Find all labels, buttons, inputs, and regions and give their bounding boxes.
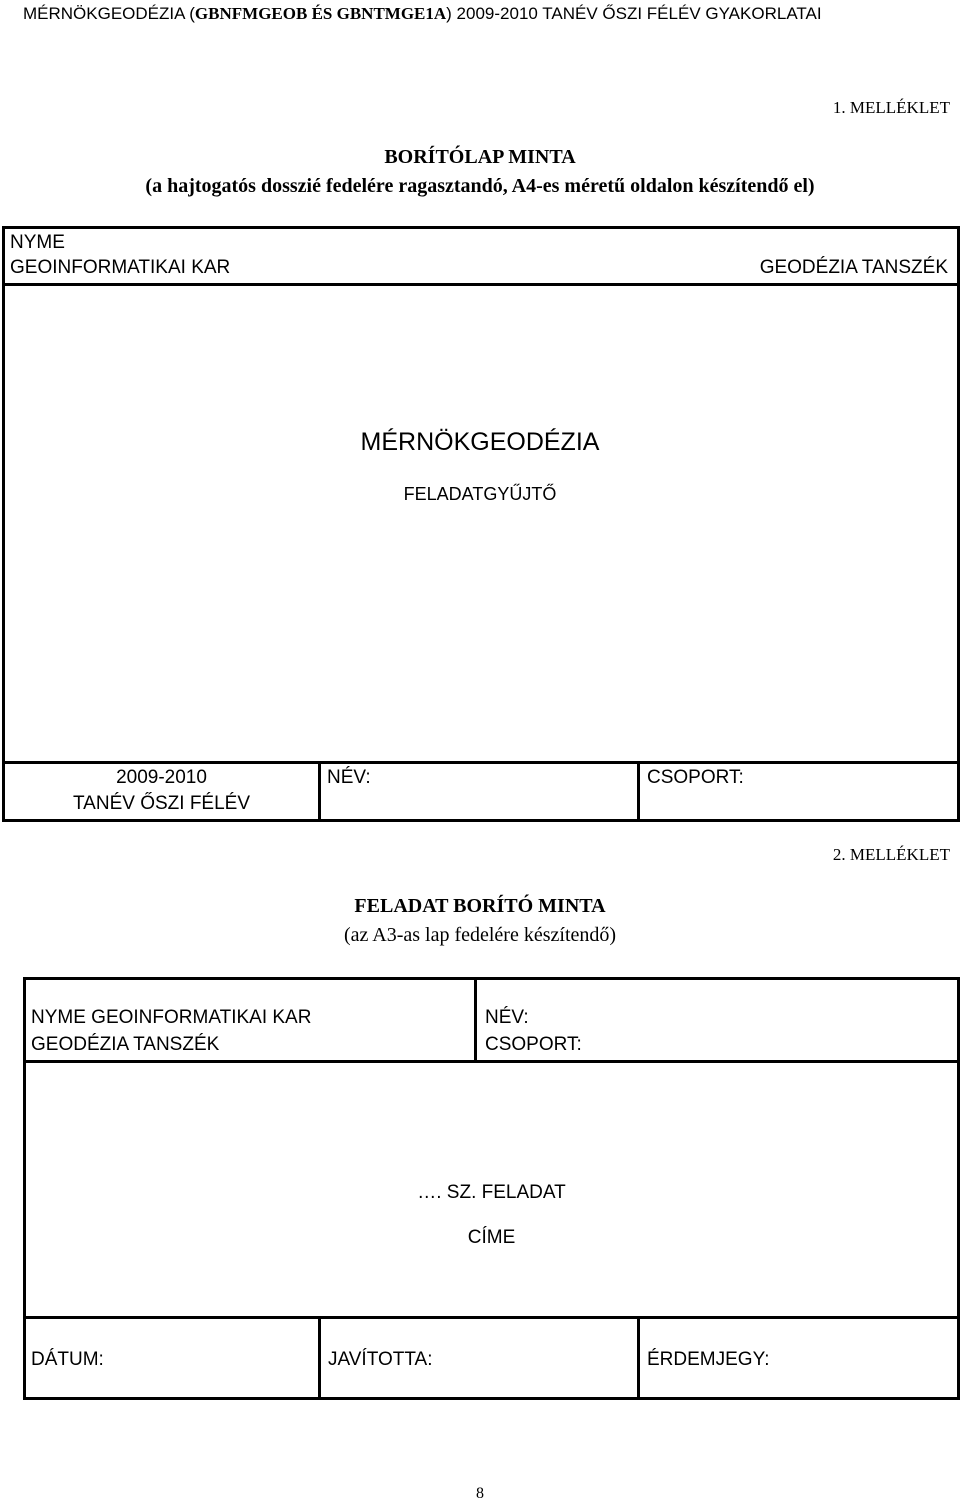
cover-year-line1: 2009-2010 <box>116 767 207 788</box>
task-group-label: CSOPORT: <box>485 1034 582 1055</box>
cover-collection-label: FELADATGYŰJTŐ <box>403 484 557 504</box>
task-department: GEODÉZIA TANSZÉK <box>31 1034 220 1055</box>
task-footer-divider <box>23 1316 960 1319</box>
cover-department: GEODÉZIA TANSZÉK <box>759 257 948 278</box>
annex-1-subtitle: (a hajtogatós dosszié fedelére ragasztandó, A4-es méretű oldalon készítendő el) <box>145 175 815 197</box>
header-suffix: ) 2009-2010 TANÉV ŐSZI FÉLÉV GYAKORLATAI <box>446 4 822 23</box>
cover-page-box <box>2 226 960 822</box>
document-header <box>23 4 822 24</box>
annex-2-subtitle: (az A3-as lap fedelére készítendő) <box>343 924 617 946</box>
task-name-label: NÉV: <box>485 1007 529 1028</box>
cover-footer-divider-2 <box>637 761 640 822</box>
cover-year-line2: TANÉV ŐSZI FÉLÉV <box>72 793 251 814</box>
task-institution: NYME GEOINFORMATIKAI KAR <box>31 1007 312 1028</box>
annex-2-title: FELADAT BORÍTÓ MINTA <box>354 895 606 917</box>
annex-1-title: BORÍTÓLAP MINTA <box>384 146 576 168</box>
cover-footer-divider <box>2 761 960 764</box>
task-date-label: DÁTUM: <box>31 1349 104 1370</box>
cover-group-label: CSOPORT: <box>647 767 744 788</box>
task-grade-label: ÉRDEMJEGY: <box>647 1349 770 1370</box>
task-number: …. SZ. FELADAT <box>417 1182 566 1203</box>
header-course-codes: GBNFMGEOB ÉS GBNTMGE1A <box>194 4 447 23</box>
task-corrected-by-label: JAVÍTOTTA: <box>328 1349 433 1370</box>
cover-institution-line2: GEOINFORMATIKAI KAR <box>10 257 231 278</box>
task-footer-vdivider-1 <box>318 1316 321 1400</box>
annex-2-label: 2. MELLÉKLET <box>832 845 950 864</box>
header-prefix: MÉRNÖKGEODÉZIA ( <box>23 4 195 23</box>
annex-1-label: 1. MELLÉKLET <box>832 98 950 117</box>
cover-footer-divider-1 <box>318 761 321 822</box>
cover-course-title: MÉRNÖKGEODÉZIA <box>360 428 600 456</box>
cover-institution-line1: NYME <box>10 232 65 253</box>
page-number: 8 <box>476 1485 484 1502</box>
task-footer-vdivider-2 <box>637 1316 640 1400</box>
task-title: CÍME <box>467 1227 516 1248</box>
task-header-divider <box>23 1060 960 1063</box>
cover-header-divider <box>2 283 960 286</box>
cover-name-label: NÉV: <box>327 767 371 788</box>
task-header-vdivider <box>474 977 477 1063</box>
